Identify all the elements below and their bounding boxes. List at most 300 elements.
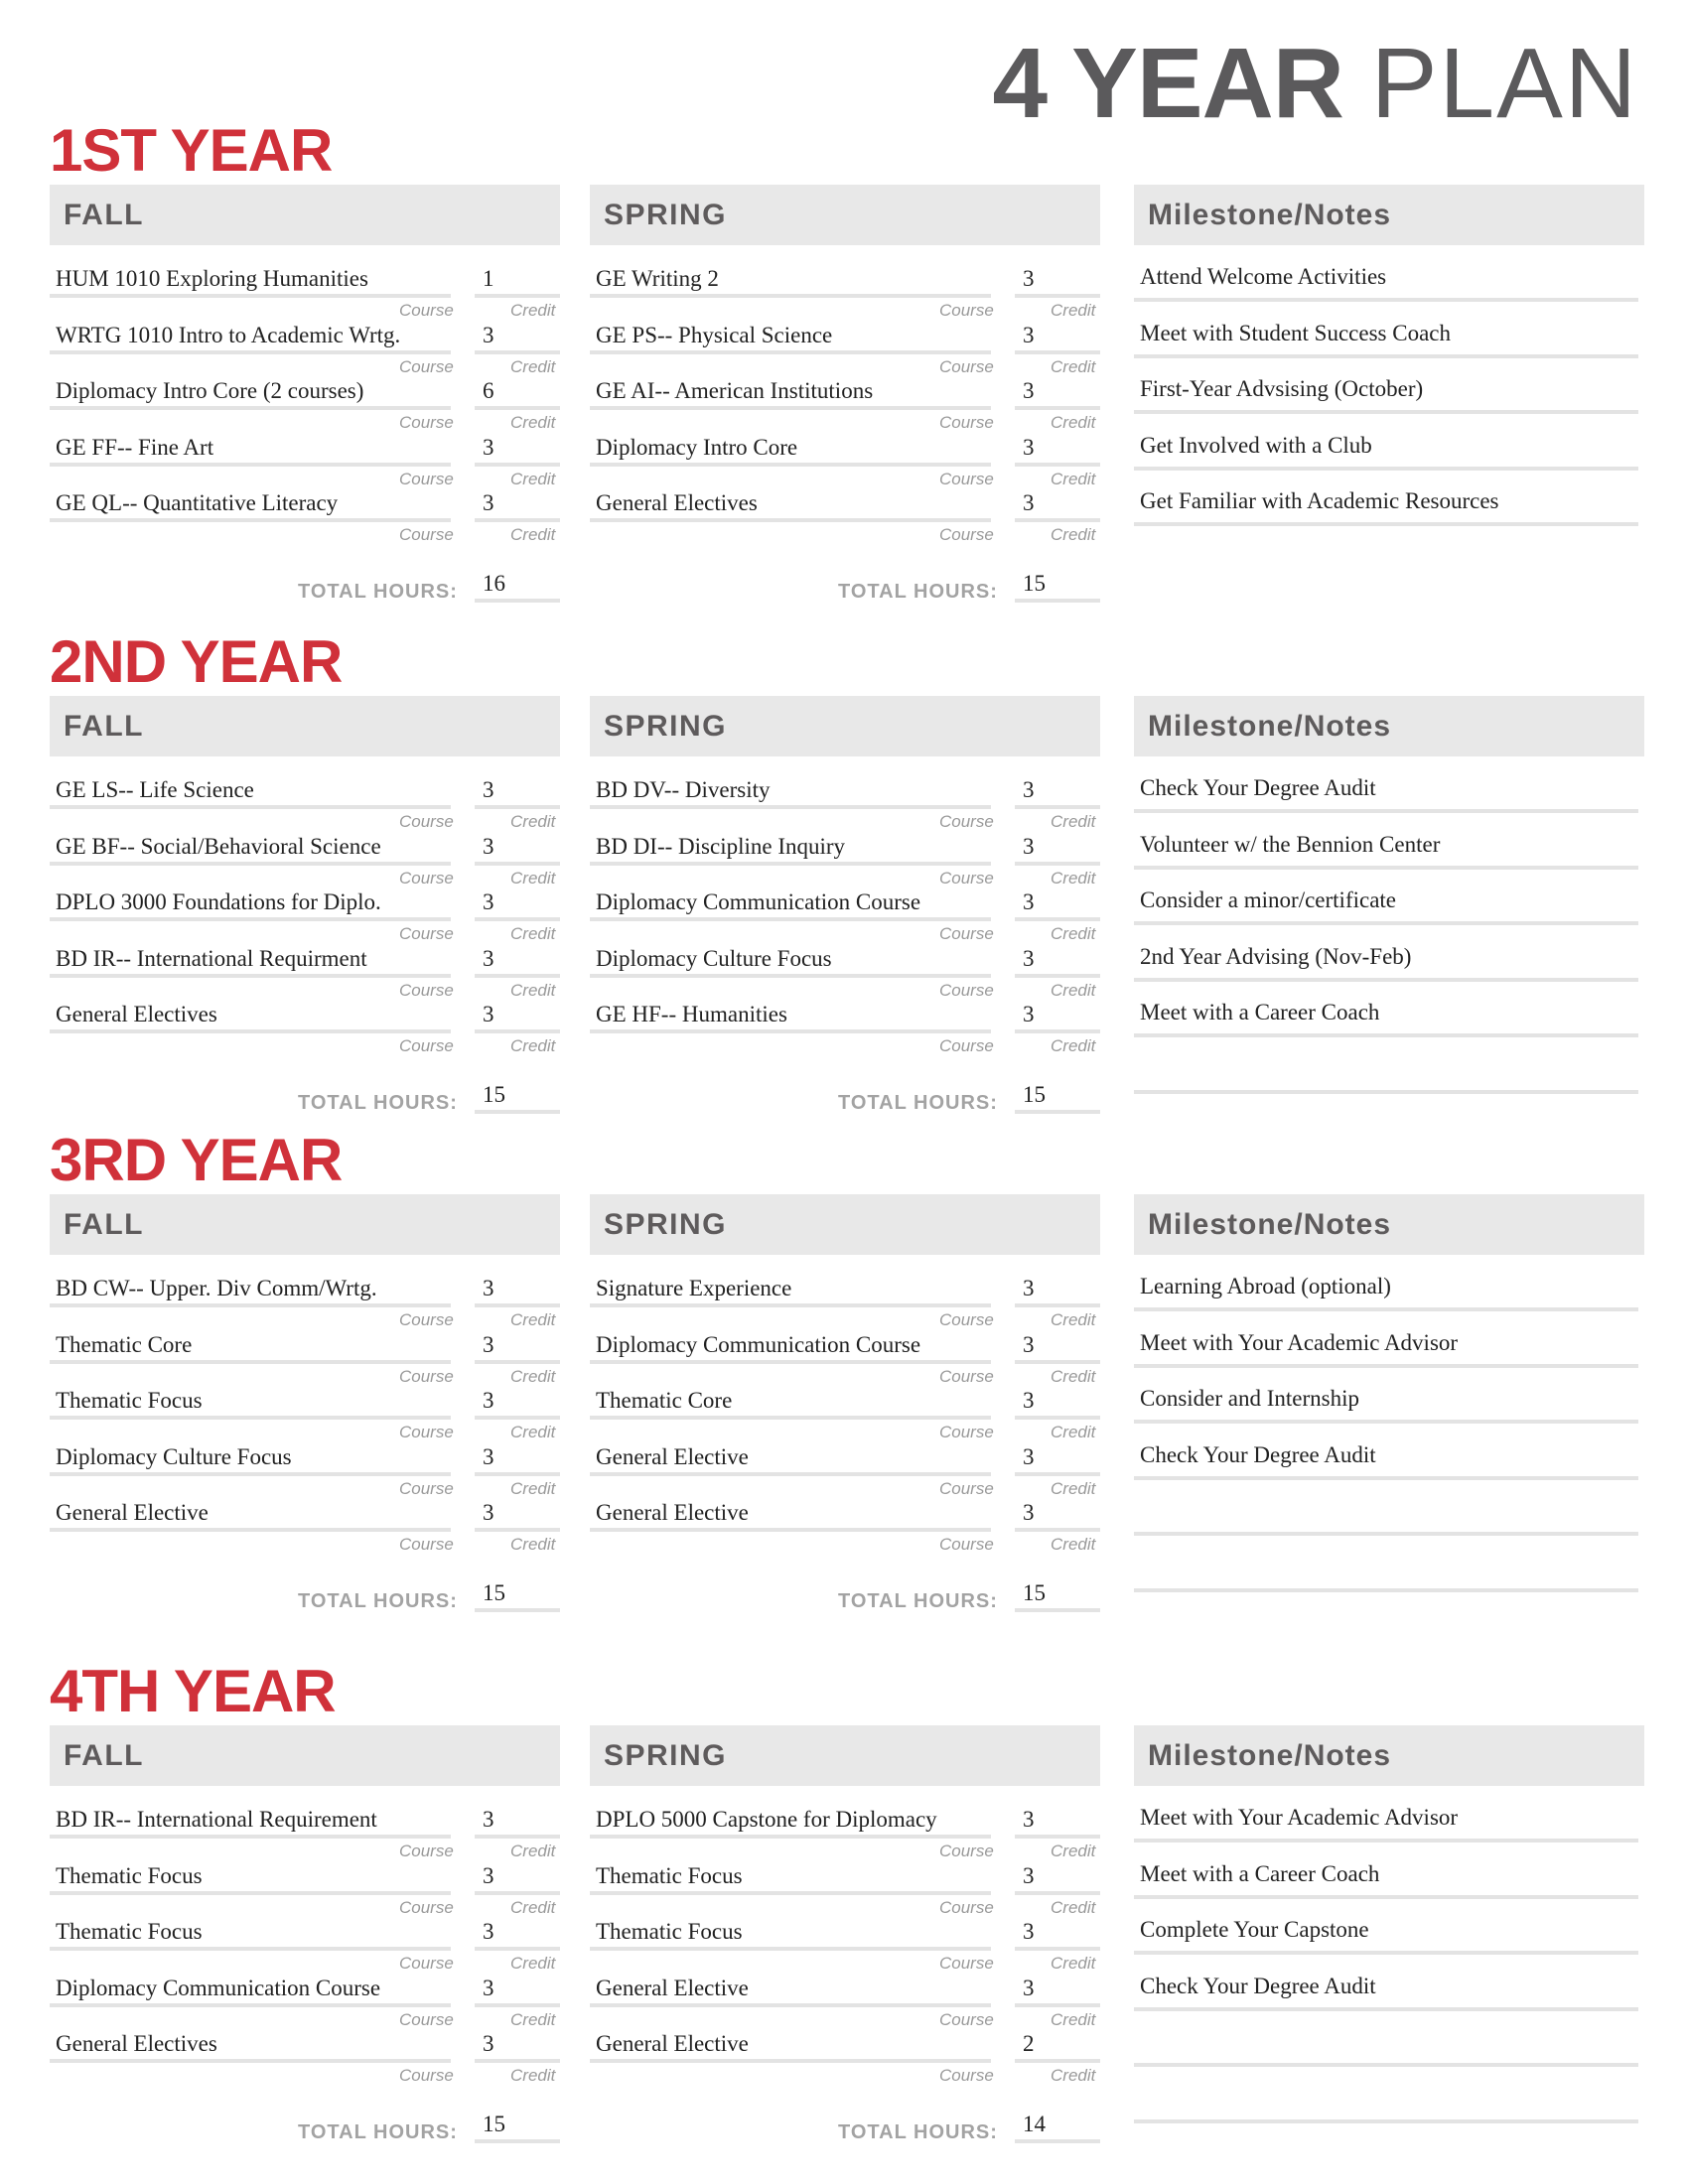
credit-field[interactable] [475,406,560,410]
course-field[interactable] [50,2003,451,2007]
credit-field[interactable] [475,1891,560,1895]
note-line[interactable] [1134,1851,1638,1899]
course-row [590,254,1100,320]
total-hours-field[interactable] [475,599,560,603]
course-caption: Course [939,924,994,943]
course-field[interactable] [50,917,451,921]
credit-field[interactable] [1015,350,1100,354]
note-line[interactable] [1134,1320,1638,1368]
course-field[interactable] [590,2059,991,2063]
note-text: Meet with Your Academic Advisor [1140,1805,1459,1830]
credit-value: 3 [1023,490,1035,515]
course-name: General Elective [56,1500,209,1525]
credit-value: 3 [1023,1388,1035,1413]
course-caption: Course [939,1423,994,1441]
total-hours-label: TOTAL HOURS: [298,2120,458,2143]
credit-field[interactable] [475,1835,560,1839]
credit-field[interactable] [1015,1528,1100,1532]
credit-value: 3 [483,1807,494,1832]
course-caption: Course [939,868,994,887]
course-field[interactable] [50,1303,451,1307]
note-text: Meet with Student Success Coach [1140,320,1452,345]
course-field[interactable] [50,1416,451,1420]
credit-field[interactable] [1015,294,1100,298]
course-field[interactable] [50,1528,451,1532]
note-line[interactable] [1134,478,1638,526]
course-row [50,311,560,376]
course-name: GE HF-- Humanities [596,1002,787,1026]
note-text: Meet with Your Academic Advisor [1140,1329,1459,1355]
note-line[interactable] [1134,934,1638,982]
course-row [590,478,1100,544]
course-caption: Course [939,1036,994,1055]
course-name: DPLO 3000 Foundations for Diplo. [56,889,381,914]
course-field[interactable] [590,294,991,298]
credit-value: 3 [483,1388,494,1413]
course-field[interactable] [590,2003,991,2007]
course-field[interactable] [590,974,991,978]
course-field[interactable] [50,406,451,410]
course-name: GE Writing 2 [596,266,719,291]
credit-field[interactable] [475,1472,560,1476]
credit-field[interactable] [1015,1360,1100,1364]
credit-caption: Credit [510,525,556,544]
credit-caption: Credit [510,1310,556,1329]
credit-caption: Credit [510,1842,556,1860]
course-field[interactable] [50,862,451,866]
credit-value: 3 [1023,1919,1035,1944]
milestone-notes-header: Milestone/Notes [1134,1194,1644,1255]
credit-caption: Credit [510,2066,556,2085]
credit-caption: Credit [1051,1478,1096,1498]
course-name: GE PS-- Physical Science [596,322,833,347]
course-row [50,878,560,943]
credit-value: 3 [483,1862,494,1888]
credit-field[interactable] [1015,974,1100,978]
credit-caption: Credit [510,413,556,432]
course-field[interactable] [50,463,451,467]
credit-field[interactable] [1015,463,1100,467]
fall-header: FALL [50,185,560,245]
credit-field[interactable] [1015,406,1100,410]
credit-caption: Credit [510,356,556,376]
credit-caption: Credit [1051,1310,1096,1329]
course-field[interactable] [50,1029,451,1033]
total-hours-field[interactable] [1015,599,1100,603]
course-row [50,1376,560,1441]
course-caption: Course [939,356,994,376]
credit-caption: Credit [1051,525,1096,544]
course-caption: Course [399,525,454,544]
course-name: Thematic Focus [596,1919,743,1944]
course-row [590,990,1100,1055]
credit-caption: Credit [510,1954,556,1973]
note-line[interactable] [1134,1545,1638,1592]
credit-value: 3 [1023,378,1035,403]
note-line[interactable] [1134,1433,1638,1480]
course-name: Thematic Core [56,1331,193,1357]
course-name: GE LS-- Life Science [56,777,254,802]
credit-field[interactable] [1015,2003,1100,2007]
course-row [590,423,1100,488]
course-field[interactable] [590,862,991,866]
course-name: Diplomacy Intro Core [596,434,798,460]
note-line[interactable] [1134,366,1638,414]
year-title: 2ND YEAR [50,628,343,695]
credit-field[interactable] [475,1360,560,1364]
course-name: General Elective [596,1443,749,1469]
fall-column [50,1194,560,1612]
course-caption: Course [939,1842,994,1860]
course-field[interactable] [590,1528,991,1532]
course-field[interactable] [590,518,991,522]
course-field[interactable] [590,1835,991,1839]
course-caption: Course [939,301,994,320]
credit-caption: Credit [1051,356,1096,376]
course-row [590,1964,1100,2029]
credit-field[interactable] [1015,1303,1100,1307]
credit-field[interactable] [475,805,560,809]
credit-field[interactable] [475,862,560,866]
credit-caption: Credit [1051,2066,1096,2085]
course-name: DPLO 5000 Capstone for Diplomacy [596,1807,937,1832]
total-hours-label: TOTAL HOURS: [838,580,998,603]
course-row [590,1851,1100,1917]
note-line[interactable] [1134,311,1638,358]
course-name: Diplomacy Culture Focus [56,1443,292,1469]
course-row [590,1433,1100,1498]
note-line[interactable] [1134,822,1638,870]
note-line[interactable] [1134,423,1638,471]
credit-field[interactable] [1015,1947,1100,1951]
course-caption: Course [939,469,994,488]
credit-value: 3 [1023,889,1035,914]
credit-field[interactable] [1015,1891,1100,1895]
course-row [590,1264,1100,1329]
total-hours-value: 15 [483,1081,505,1107]
course-caption: Course [939,413,994,432]
course-name: Thematic Focus [596,1862,743,1888]
course-row [50,822,560,887]
course-name: General Electives [596,490,758,515]
credit-value: 3 [483,490,494,515]
note-line[interactable] [1134,1264,1638,1311]
fall-column [50,185,560,603]
credit-value: 3 [483,945,494,971]
course-name: Thematic Focus [56,1862,203,1888]
note-text: Complete Your Capstone [1140,1917,1369,1942]
credit-field[interactable] [1015,2059,1100,2063]
note-text: Get Familiar with Academic Resources [1140,488,1499,513]
credit-value: 3 [1023,1500,1035,1525]
credit-value: 3 [1023,833,1035,859]
course-field[interactable] [50,2059,451,2063]
fall-header: FALL [50,696,560,756]
course-name: Diplomacy Communication Course [596,1331,921,1357]
note-text: Consider a minor/certificate [1140,887,1397,912]
credit-field[interactable] [475,2003,560,2007]
course-caption: Course [399,1310,454,1329]
note-line[interactable] [1134,1907,1638,1955]
spring-header: SPRING [590,1194,1100,1255]
course-field[interactable] [50,294,451,298]
course-caption: Course [399,356,454,376]
course-field[interactable] [590,406,991,410]
credit-caption: Credit [1051,1366,1096,1386]
spring-header: SPRING [590,1725,1100,1786]
credit-caption: Credit [1051,1897,1096,1917]
course-row [590,2019,1100,2085]
fall-column [50,1725,560,2143]
course-name: General Elective [596,1975,749,2000]
credit-value: 3 [1023,266,1035,291]
course-field[interactable] [590,1303,991,1307]
credit-field[interactable] [475,518,560,522]
note-line[interactable] [1134,990,1638,1037]
course-name: GE BF-- Social/Behavioral Science [56,833,381,859]
credit-caption: Credit [1051,1036,1096,1055]
milestone-notes-column [1134,1725,1644,1998]
note-line[interactable] [1134,1795,1638,1843]
course-field[interactable] [50,805,451,809]
course-row [50,1488,560,1554]
course-caption: Course [399,301,454,320]
course-row [50,1964,560,2029]
credit-value: 3 [1023,1862,1035,1888]
credit-caption: Credit [510,1897,556,1917]
course-row [50,1907,560,1973]
year-title: 3RD YEAR [50,1127,343,1193]
note-text: Get Involved with a Club [1140,432,1372,458]
page-title [992,28,1638,139]
course-field[interactable] [590,1416,991,1420]
credit-value: 3 [1023,777,1035,802]
milestone-notes-header: Milestone/Notes [1134,1725,1644,1786]
total-hours-field[interactable] [475,1110,560,1114]
total-hours-value: 16 [483,570,505,596]
credit-caption: Credit [510,1036,556,1055]
credit-caption: Credit [510,812,556,831]
note-text: Check Your Degree Audit [1140,1973,1376,1998]
course-caption: Course [399,1897,454,1917]
course-caption: Course [399,2009,454,2029]
credit-value: 3 [483,1002,494,1026]
credit-value: 3 [1023,1807,1035,1832]
course-caption: Course [399,1535,454,1554]
note-text: 2nd Year Advising (Nov-Feb) [1140,943,1412,969]
milestone-notes-column [1134,1194,1644,1467]
milestone-notes-column [1134,185,1644,513]
course-name: BD DV-- Diversity [596,777,771,802]
course-field[interactable] [590,350,991,354]
credit-value: 3 [483,1919,494,1944]
note-text: Consider and Internship [1140,1386,1360,1411]
total-hours-label: TOTAL HOURS: [838,2120,998,2143]
course-field[interactable] [590,1360,991,1364]
course-name: HUM 1010 Exploring Humanities [56,266,368,291]
note-line[interactable] [1134,1046,1638,1094]
course-caption: Course [399,1954,454,1973]
spring-header: SPRING [590,185,1100,245]
total-hours-field[interactable] [475,2139,560,2143]
credit-field[interactable] [475,1416,560,1420]
credit-value: 3 [483,1331,494,1357]
course-row [590,366,1100,432]
total-hours-field[interactable] [1015,2139,1100,2143]
course-field[interactable] [590,917,991,921]
course-caption: Course [939,980,994,1000]
course-field[interactable] [50,1835,451,1839]
note-line[interactable] [1134,1488,1638,1536]
course-caption: Course [939,812,994,831]
total-hours-field[interactable] [1015,1110,1100,1114]
course-row [590,765,1100,831]
course-row [50,1851,560,1917]
credit-value: 3 [483,434,494,460]
total-hours-value: 14 [1023,2111,1046,2136]
credit-field[interactable] [475,463,560,467]
total-hours-label: TOTAL HOURS: [298,1091,458,1114]
total-hours-field[interactable] [1015,1608,1100,1612]
credit-value: 3 [483,833,494,859]
page-title-bold: 4 YEAR [992,28,1343,139]
course-field[interactable] [590,1947,991,1951]
credit-field[interactable] [1015,917,1100,921]
fall-header: FALL [50,1194,560,1255]
course-name: BD CW-- Upper. Div Comm/Wrtg. [56,1276,377,1300]
course-name: Thematic Focus [56,1919,203,1944]
course-field[interactable] [590,463,991,467]
course-name: Signature Experience [596,1276,792,1300]
course-name: Diplomacy Communication Course [56,1975,381,2000]
course-name: GE AI-- American Institutions [596,378,874,403]
note-line[interactable] [1134,1964,1638,2011]
course-caption: Course [399,469,454,488]
course-row [50,1320,560,1386]
credit-field[interactable] [1015,862,1100,866]
spring-column [590,1725,1100,2143]
total-hours-label: TOTAL HOURS: [838,1589,998,1612]
credit-value: 3 [1023,322,1035,347]
year-title: 4TH YEAR [50,1658,336,1724]
course-field[interactable] [590,1472,991,1476]
total-hours-label: TOTAL HOURS: [298,580,458,603]
credit-value: 3 [1023,1331,1035,1357]
spring-column [590,1194,1100,1612]
credit-field[interactable] [1015,1472,1100,1476]
credit-field[interactable] [1015,518,1100,522]
total-hours-label: TOTAL HOURS: [298,1589,458,1612]
course-field[interactable] [50,1947,451,1951]
course-name: Thematic Core [596,1388,733,1413]
course-field[interactable] [50,1360,451,1364]
course-row [50,478,560,544]
course-row [50,1264,560,1329]
course-name: Diplomacy Intro Core (2 courses) [56,378,364,403]
credit-value: 1 [483,266,494,291]
course-field[interactable] [590,805,991,809]
credit-value: 3 [483,1276,494,1300]
course-name: BD DI-- Discipline Inquiry [596,833,846,859]
total-hours-field[interactable] [475,1608,560,1612]
credit-value: 6 [483,378,494,403]
note-line[interactable] [1134,254,1638,302]
course-field[interactable] [590,1029,991,1033]
course-field[interactable] [50,1891,451,1895]
course-row [590,1320,1100,1386]
milestone-notes-header: Milestone/Notes [1134,696,1644,756]
note-line[interactable] [1134,1376,1638,1424]
credit-caption: Credit [1051,413,1096,432]
credit-caption: Credit [1051,1842,1096,1860]
credit-field[interactable] [1015,1835,1100,1839]
course-name: BD IR-- International Requirment [56,945,367,971]
course-row [50,2019,560,2085]
credit-caption: Credit [1051,2009,1096,2029]
credit-field[interactable] [475,1528,560,1532]
credit-value: 3 [483,2031,494,2056]
course-name: GE FF-- Fine Art [56,434,214,460]
note-line[interactable] [1134,878,1638,925]
credit-caption: Credit [1051,924,1096,943]
credit-value: 3 [483,1443,494,1469]
course-row [590,1376,1100,1441]
credit-field[interactable] [475,1029,560,1033]
credit-value: 3 [483,1975,494,2000]
credit-field[interactable] [1015,1029,1100,1033]
fall-header: FALL [50,1725,560,1786]
credit-field[interactable] [475,974,560,978]
note-line[interactable] [1134,765,1638,813]
course-field[interactable] [50,518,451,522]
course-row [590,1795,1100,1860]
course-row [50,1433,560,1498]
course-caption: Course [939,1478,994,1498]
note-text: First-Year Advsising (October) [1140,376,1424,401]
credit-field[interactable] [1015,1416,1100,1420]
course-caption: Course [399,812,454,831]
course-row [50,366,560,432]
credit-field[interactable] [475,917,560,921]
course-name: General Elective [596,2031,749,2056]
course-field[interactable] [590,1891,991,1895]
course-row [590,1907,1100,1973]
course-field[interactable] [50,1472,451,1476]
course-field[interactable] [50,974,451,978]
course-row [590,311,1100,376]
course-caption: Course [939,1535,994,1554]
credit-value: 3 [483,889,494,914]
course-row [50,934,560,1000]
credit-field[interactable] [475,1303,560,1307]
spring-column [590,185,1100,603]
course-caption: Course [399,924,454,943]
note-line[interactable] [1134,2019,1638,2067]
credit-field[interactable] [475,350,560,354]
total-hours-value: 15 [483,1579,505,1605]
course-caption: Course [399,1036,454,1055]
credit-field[interactable] [475,2059,560,2063]
credit-field[interactable] [475,1947,560,1951]
credit-field[interactable] [475,294,560,298]
credit-field[interactable] [1015,805,1100,809]
credit-caption: Credit [510,1366,556,1386]
note-line[interactable] [1134,2076,1638,2123]
course-row [590,822,1100,887]
course-field[interactable] [50,350,451,354]
credit-value: 3 [483,777,494,802]
course-row [50,423,560,488]
